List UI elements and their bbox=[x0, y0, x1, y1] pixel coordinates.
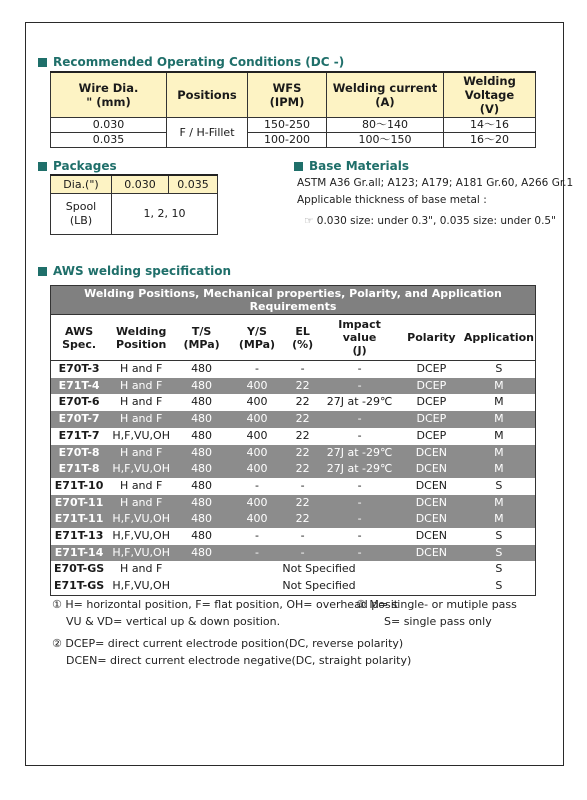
aws-position: H and F bbox=[120, 562, 163, 576]
aws-position: H and F bbox=[107, 445, 175, 462]
aws-row bbox=[51, 495, 536, 512]
aws-el: - bbox=[300, 529, 305, 543]
aws-ys: 400 bbox=[228, 378, 286, 395]
aws-ts: 480 bbox=[175, 378, 228, 395]
op-header-current: Welding current (A) bbox=[327, 72, 444, 118]
note-line: S= single pass only bbox=[384, 615, 492, 628]
aws-application: M bbox=[463, 461, 536, 478]
op-position: F / H-Fillet bbox=[167, 118, 248, 148]
aws-impact: 27J at -29℃ bbox=[319, 461, 400, 478]
bullet-square-icon bbox=[294, 162, 303, 171]
aws-application: S bbox=[495, 478, 503, 492]
pk-dia-value: 0.035 bbox=[169, 175, 218, 194]
aws-spec: E71T-13 bbox=[54, 529, 104, 543]
aws-col-header: Welding Position bbox=[107, 315, 175, 361]
aws-ys: - bbox=[255, 362, 259, 375]
op-current: 80～140 bbox=[327, 118, 444, 133]
aws-heading-text: AWS welding specification bbox=[53, 264, 231, 278]
aws-polarity: DCEP bbox=[416, 428, 447, 442]
aws-application: M bbox=[494, 395, 504, 409]
aws-impact: - bbox=[357, 428, 362, 442]
base-materials-line bbox=[304, 215, 556, 227]
aws-position: H,F,VU,OH bbox=[107, 578, 175, 595]
aws-ts: 480 bbox=[191, 428, 213, 442]
bullet-square-icon bbox=[38, 58, 47, 67]
aws-position: H and F bbox=[120, 478, 163, 492]
aws-application: S bbox=[463, 578, 536, 595]
aws-table bbox=[50, 285, 536, 596]
op-dia: 0.030 bbox=[51, 118, 167, 133]
op-header-dia: Wire Dia. " (mm) bbox=[51, 72, 167, 118]
aws-row bbox=[51, 545, 536, 562]
op-voltage: 14～16 bbox=[444, 118, 536, 133]
aws-row bbox=[51, 528, 536, 545]
bullet-square-icon bbox=[38, 162, 47, 171]
aws-spec: E71T-10 bbox=[54, 478, 104, 492]
aws-application: S bbox=[495, 362, 503, 375]
aws-ys: 400 bbox=[246, 428, 268, 442]
aws-spec: E71T-14 bbox=[51, 545, 108, 562]
aws-col-header: T/S (MPa) bbox=[175, 315, 228, 361]
aws-polarity: DCEN bbox=[415, 529, 448, 543]
packages-heading bbox=[38, 159, 117, 173]
aws-ts: 480 bbox=[191, 395, 213, 409]
base-materials-heading bbox=[294, 159, 409, 173]
aws-el: 22 bbox=[295, 428, 310, 442]
aws-polarity: DCEN bbox=[400, 545, 463, 562]
aws-application: S bbox=[495, 562, 503, 576]
aws-row bbox=[51, 511, 536, 528]
aws-el: 22 bbox=[286, 495, 319, 512]
aws-spec: E71T-4 bbox=[51, 378, 108, 395]
aws-impact: 27J at -29℃ bbox=[319, 445, 400, 462]
note-line: ① H= horizontal position, F= flat position, OH= overhead posit bbox=[52, 598, 399, 611]
aws-table-title: Welding Positions, Mechanical properties, Polarity, and Application Requirements bbox=[51, 286, 536, 315]
aws-col-header: Y/S (MPa) bbox=[228, 315, 286, 361]
aws-position: H,F,VU,OH bbox=[112, 428, 170, 442]
aws-impact: - bbox=[319, 378, 400, 395]
aws-row bbox=[51, 428, 536, 445]
aws-ys: 400 bbox=[228, 495, 286, 512]
aws-ys: 400 bbox=[228, 461, 286, 478]
op-header-positions: Positions bbox=[167, 72, 248, 118]
aws-polarity: DCEP bbox=[400, 411, 463, 428]
aws-position: H,F,VU,OH bbox=[107, 545, 175, 562]
aws-ts: 480 bbox=[175, 445, 228, 462]
aws-impact: - bbox=[319, 495, 400, 512]
aws-ts: 480 bbox=[175, 495, 228, 512]
packages-table bbox=[50, 174, 218, 235]
aws-impact: 27J at -29℃ bbox=[326, 395, 393, 409]
aws-polarity: DCEN bbox=[400, 445, 463, 462]
aws-application: M bbox=[494, 428, 504, 442]
op-row bbox=[51, 133, 536, 148]
aws-ts: 480 bbox=[191, 362, 213, 375]
aws-polarity: DCEN bbox=[400, 511, 463, 528]
aws-col-header: Polarity bbox=[400, 315, 463, 361]
aws-not-specified: Not Specified bbox=[175, 578, 463, 595]
aws-ts: 480 bbox=[175, 461, 228, 478]
base-materials-line: ASTM A36 Gr.all; A123; A179; A181 Gr.60, A266 Gr.1 bbox=[297, 177, 574, 189]
op-header-wfs: WFS (IPM) bbox=[248, 72, 327, 118]
operating-heading-text: Recommended Operating Conditions (DC -) bbox=[53, 55, 345, 69]
pk-spool-label: Spool (LB) bbox=[51, 194, 112, 235]
aws-row bbox=[51, 411, 536, 428]
aws-el: 22 bbox=[295, 395, 310, 409]
aws-ys: - bbox=[228, 545, 286, 562]
aws-heading bbox=[38, 264, 231, 278]
aws-col-header: AWS Spec. bbox=[51, 315, 108, 361]
aws-spec: E71T-11 bbox=[51, 511, 108, 528]
aws-el: 22 bbox=[286, 445, 319, 462]
packages-heading-text: Packages bbox=[53, 159, 117, 173]
aws-spec: E71T-8 bbox=[51, 461, 108, 478]
aws-row bbox=[51, 478, 536, 495]
aws-row bbox=[51, 578, 536, 595]
operating-heading bbox=[38, 55, 344, 69]
note-line: DCEN= direct current electrode negative(DC, straight polarity) bbox=[66, 654, 412, 667]
aws-col-header: Impact value (J) bbox=[319, 315, 400, 361]
aws-application: M bbox=[463, 495, 536, 512]
aws-polarity: DCEN bbox=[400, 495, 463, 512]
aws-spec: E71T-GS bbox=[51, 578, 108, 595]
aws-el: - bbox=[300, 362, 305, 375]
aws-row bbox=[51, 394, 536, 411]
aws-el: - bbox=[286, 545, 319, 562]
aws-spec: E70T-7 bbox=[51, 411, 108, 428]
aws-polarity: DCEN bbox=[400, 461, 463, 478]
aws-position: H and F bbox=[107, 495, 175, 512]
aws-polarity: DCEP bbox=[400, 378, 463, 395]
bullet-square-icon bbox=[38, 267, 47, 276]
aws-application: M bbox=[463, 511, 536, 528]
aws-row bbox=[51, 378, 536, 395]
aws-not-specified: Not Specified bbox=[282, 562, 356, 576]
aws-spec: E70T-GS bbox=[53, 562, 105, 576]
base-materials-thickness: 0.030 size: under 0.3", 0.035 size: under 0.5" bbox=[316, 215, 556, 227]
op-header-voltage: Welding Voltage (V) bbox=[444, 72, 536, 118]
operating-table bbox=[50, 71, 536, 148]
note-line: ③ M= single- or mutiple pass bbox=[356, 598, 517, 611]
pk-dia-value: 0.030 bbox=[112, 175, 169, 194]
aws-row bbox=[51, 461, 536, 478]
aws-spec: E70T-6 bbox=[58, 395, 100, 409]
base-materials-line: Applicable thickness of base metal : bbox=[297, 194, 487, 206]
aws-el: - bbox=[300, 478, 305, 492]
aws-el: 22 bbox=[286, 511, 319, 528]
aws-application: M bbox=[463, 411, 536, 428]
aws-impact: - bbox=[357, 362, 362, 375]
op-dia: 0.035 bbox=[51, 133, 167, 148]
op-wfs: 150-250 bbox=[248, 118, 327, 133]
op-voltage: 16～20 bbox=[444, 133, 536, 148]
aws-ys: 400 bbox=[246, 395, 268, 409]
pointing-hand-icon: ☞ bbox=[304, 215, 314, 227]
aws-row bbox=[51, 561, 536, 578]
aws-impact: - bbox=[357, 529, 362, 543]
aws-impact: - bbox=[319, 411, 400, 428]
aws-application: M bbox=[463, 378, 536, 395]
aws-ts: 480 bbox=[175, 411, 228, 428]
aws-position: H and F bbox=[107, 411, 175, 428]
aws-position: H,F,VU,OH bbox=[112, 529, 170, 543]
aws-ys: 400 bbox=[228, 511, 286, 528]
pk-dia-label: Dia.(") bbox=[51, 175, 112, 194]
aws-row bbox=[51, 361, 536, 378]
aws-spec: E70T-3 bbox=[58, 362, 100, 375]
aws-impact: - bbox=[319, 545, 400, 562]
aws-position: H and F bbox=[120, 362, 163, 375]
aws-ys: - bbox=[255, 529, 259, 543]
aws-row bbox=[51, 445, 536, 462]
aws-col-header: Application bbox=[463, 315, 536, 361]
aws-ys: 400 bbox=[228, 411, 286, 428]
aws-polarity: DCEP bbox=[416, 395, 447, 409]
aws-ts: 480 bbox=[175, 545, 228, 562]
aws-col-header: EL (%) bbox=[286, 315, 319, 361]
aws-ts: 480 bbox=[175, 511, 228, 528]
aws-polarity: DCEN bbox=[415, 478, 448, 492]
aws-polarity: DCEP bbox=[416, 362, 447, 375]
aws-spec: E70T-8 bbox=[51, 445, 108, 462]
aws-spec: E71T-7 bbox=[58, 428, 100, 442]
note-line: ② DCEP= direct current electrode position(DC, reverse polarity) bbox=[52, 637, 404, 650]
aws-position: H,F,VU,OH bbox=[107, 511, 175, 528]
aws-impact: - bbox=[319, 511, 400, 528]
aws-el: 22 bbox=[286, 461, 319, 478]
op-current: 100～150 bbox=[327, 133, 444, 148]
aws-el: 22 bbox=[286, 378, 319, 395]
aws-ts: 480 bbox=[191, 529, 213, 543]
aws-application: S bbox=[463, 545, 536, 562]
note-line: VU & VD= vertical up & down position. bbox=[66, 615, 281, 628]
aws-application: S bbox=[495, 529, 503, 543]
aws-el: 22 bbox=[286, 411, 319, 428]
op-row bbox=[51, 118, 536, 133]
aws-ys: 400 bbox=[228, 445, 286, 462]
base-materials-heading-text: Base Materials bbox=[309, 159, 410, 173]
aws-position: H and F bbox=[107, 378, 175, 395]
pk-spool-value: 1, 2, 10 bbox=[112, 194, 218, 235]
op-wfs: 100-200 bbox=[248, 133, 327, 148]
aws-position: H,F,VU,OH bbox=[107, 461, 175, 478]
aws-impact: - bbox=[357, 478, 362, 492]
aws-spec: E70T-11 bbox=[51, 495, 108, 512]
aws-application: M bbox=[463, 445, 536, 462]
aws-ys: - bbox=[255, 478, 259, 492]
aws-ts: 480 bbox=[191, 478, 213, 492]
aws-position: H and F bbox=[120, 395, 163, 409]
